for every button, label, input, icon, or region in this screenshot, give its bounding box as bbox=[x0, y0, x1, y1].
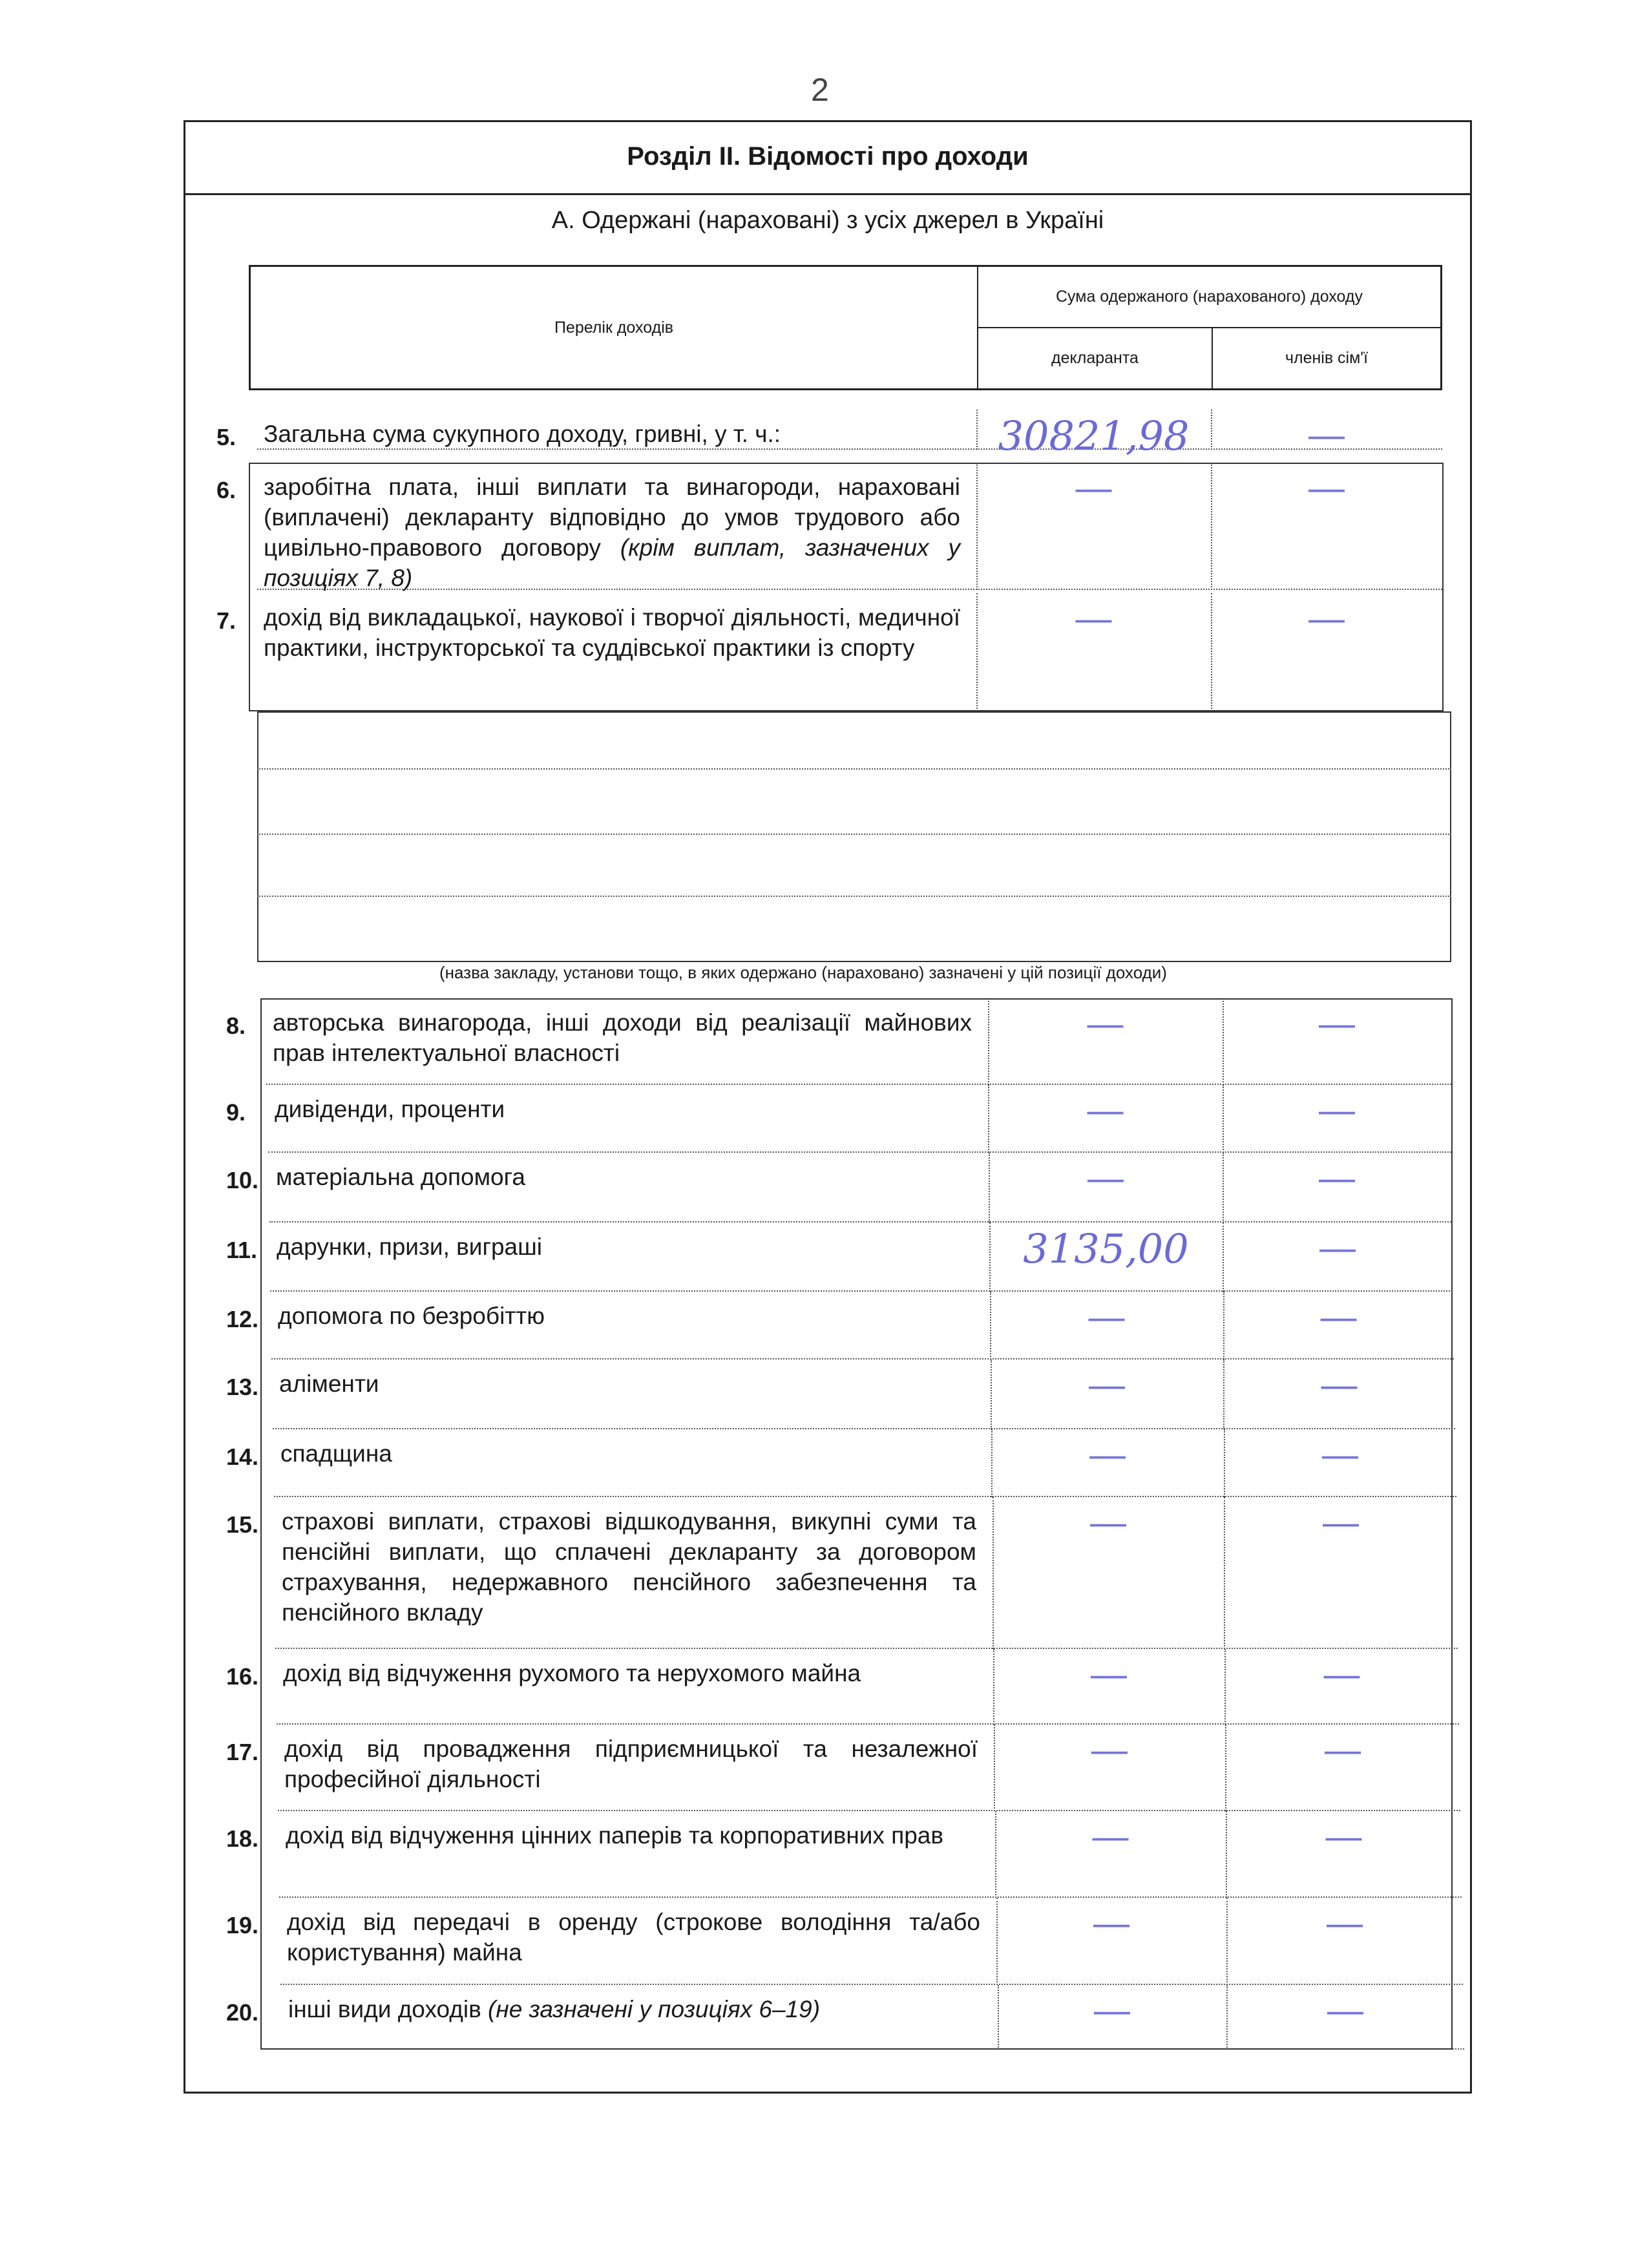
row-number: 20. bbox=[226, 1999, 259, 2026]
family-amount[interactable]: — bbox=[1321, 1364, 1358, 1405]
row-number: 17. bbox=[226, 1739, 259, 1765]
income-type-note: (крім виплат, зазначених у позиціях 7, 8) bbox=[264, 534, 960, 591]
declarant-amount[interactable]: — bbox=[1091, 1654, 1127, 1694]
row-number: 19. bbox=[226, 1912, 259, 1938]
row-number: 14. bbox=[226, 1444, 259, 1470]
declarant-amount[interactable]: — bbox=[1087, 1157, 1124, 1198]
family-amount[interactable]: — bbox=[1325, 1816, 1362, 1856]
declarant-amount[interactable]: 30821,98 bbox=[998, 412, 1190, 459]
declarant-amount[interactable]: 3135,00 bbox=[1023, 1225, 1189, 1272]
row-number: 7. bbox=[216, 607, 236, 634]
income-type-text: дохід від передачі в оренду (строкове володіння та/або користування) майна bbox=[287, 1909, 980, 1966]
row-number: 12. bbox=[226, 1306, 259, 1332]
family-amount[interactable]: — bbox=[1319, 1227, 1356, 1268]
income-type-text: дохід від провадження підприємницької та незалежної професійної діяльності bbox=[284, 1736, 978, 1792]
income-type-text: авторська винагорода, інші доходи від реалізації майнових прав інтелектуальної власності bbox=[273, 1009, 972, 1066]
family-amount[interactable]: — bbox=[1325, 1729, 1361, 1770]
section-title: Розділ ІІ. Відомості про доходи bbox=[184, 120, 1472, 195]
family-amount[interactable]: — bbox=[1320, 1296, 1357, 1337]
row-number: 9. bbox=[226, 1099, 246, 1126]
income-type-label bbox=[264, 419, 960, 449]
declarant-amount[interactable]: — bbox=[1094, 1990, 1130, 2030]
income-type-text: матеріальна допомога bbox=[276, 1164, 525, 1190]
income-type-text: допомога по безробіттю bbox=[278, 1303, 545, 1329]
income-type-text: дохід від викладацької, наукової і творчої діяльності, медичної практики, інструкторської та суддівської практики із спорту bbox=[264, 604, 960, 661]
institution-name-line[interactable] bbox=[257, 896, 1451, 897]
row-number: 15. bbox=[226, 1511, 259, 1538]
row-number: 6. bbox=[216, 477, 236, 503]
income-table-frame-top bbox=[249, 463, 1444, 711]
family-amount[interactable]: — bbox=[1327, 1990, 1363, 2030]
declarant-amount[interactable]: — bbox=[1091, 1729, 1128, 1770]
income-type-text: заробітна плата, інші виплати та винагороди, нараховані (виплачені) декларанту відповідно до умов трудового або цивільно-правового договору bbox=[264, 474, 960, 561]
row-number: 8. bbox=[226, 1013, 246, 1039]
family-amount[interactable]: — bbox=[1308, 414, 1345, 455]
declarant-amount[interactable]: — bbox=[1075, 467, 1112, 508]
family-amount[interactable]: — bbox=[1327, 1902, 1363, 1943]
declarant-amount[interactable]: — bbox=[1093, 1902, 1129, 1943]
income-type-text: аліменти bbox=[279, 1370, 379, 1397]
subsection-title: А. Одержані (нараховані) з усіх джерел в Україні bbox=[551, 207, 1104, 234]
row-number: 11. bbox=[226, 1237, 258, 1263]
income-type-text: Загальна сума сукупного доходу, гривні, у т. ч.: bbox=[264, 421, 781, 447]
income-type-text: інші види доходів bbox=[288, 1996, 488, 2022]
income-type-text: страхові виплати, страхові відшкодування, викупні суми та пенсійні виплати, що сплачені декларанту за договором страхування, недержавного пенсійного забезпечення та пенсійного вкладу bbox=[282, 1508, 976, 1626]
income-type-note: (не зазначені у позиціях 6–19) bbox=[488, 1996, 821, 2022]
row-number: 5. bbox=[216, 424, 236, 450]
declarant-amount[interactable]: — bbox=[1089, 1364, 1125, 1405]
family-amount[interactable]: — bbox=[1319, 1003, 1355, 1044]
row-number: 13. bbox=[226, 1374, 259, 1400]
declarant-amount[interactable]: — bbox=[1087, 1089, 1124, 1130]
declarant-amount[interactable]: — bbox=[1089, 1434, 1126, 1475]
page-number: 2 bbox=[811, 72, 829, 108]
income-type-text: дохід від відчуження цінних паперів та корпоративних прав bbox=[286, 1822, 944, 1849]
income-type-text: дохід від відчуження рухомого та нерухомого майна bbox=[283, 1660, 861, 1686]
family-amount[interactable]: — bbox=[1323, 1654, 1360, 1694]
row-number: 10. bbox=[226, 1167, 259, 1193]
declarant-amount[interactable]: — bbox=[1087, 1003, 1124, 1044]
income-table-frame bbox=[260, 998, 1453, 2050]
family-amount[interactable]: — bbox=[1308, 598, 1345, 638]
header-family-label: членів сім'ї bbox=[1285, 349, 1369, 367]
row-number: 16. bbox=[226, 1663, 259, 1690]
family-amount[interactable]: — bbox=[1308, 467, 1345, 508]
declarant-amount[interactable]: — bbox=[1090, 1502, 1126, 1542]
income-type-text: дарунки, призи, виграші bbox=[277, 1234, 543, 1260]
income-type-text: спадщина bbox=[280, 1440, 392, 1467]
family-amount[interactable]: — bbox=[1319, 1089, 1355, 1130]
header-sum-label: Сума одержаного (нарахованого) доходу bbox=[978, 267, 1440, 328]
income-type-text: дивіденди, проценти bbox=[275, 1096, 505, 1122]
institution-name-line[interactable] bbox=[257, 768, 1451, 770]
institution-caption: (назва закладу, установи тощо, в яких одержано (нараховано) зазначені у цій позиції доходи) bbox=[439, 963, 1167, 982]
table-header bbox=[249, 265, 1442, 390]
family-amount[interactable]: — bbox=[1323, 1502, 1359, 1542]
row-number: 18. bbox=[226, 1825, 259, 1852]
header-declarant-label: декларанта bbox=[978, 328, 1213, 388]
institution-name-line[interactable] bbox=[257, 834, 1451, 835]
family-amount[interactable]: — bbox=[1322, 1434, 1358, 1475]
family-amount[interactable]: — bbox=[1319, 1157, 1355, 1198]
declarant-amount[interactable]: — bbox=[1092, 1816, 1129, 1856]
institution-names-box bbox=[257, 711, 1451, 962]
declarant-amount[interactable]: — bbox=[1088, 1296, 1125, 1337]
header-list-label: Перелік доходів bbox=[251, 267, 978, 388]
declarant-amount[interactable]: — bbox=[1075, 598, 1112, 638]
